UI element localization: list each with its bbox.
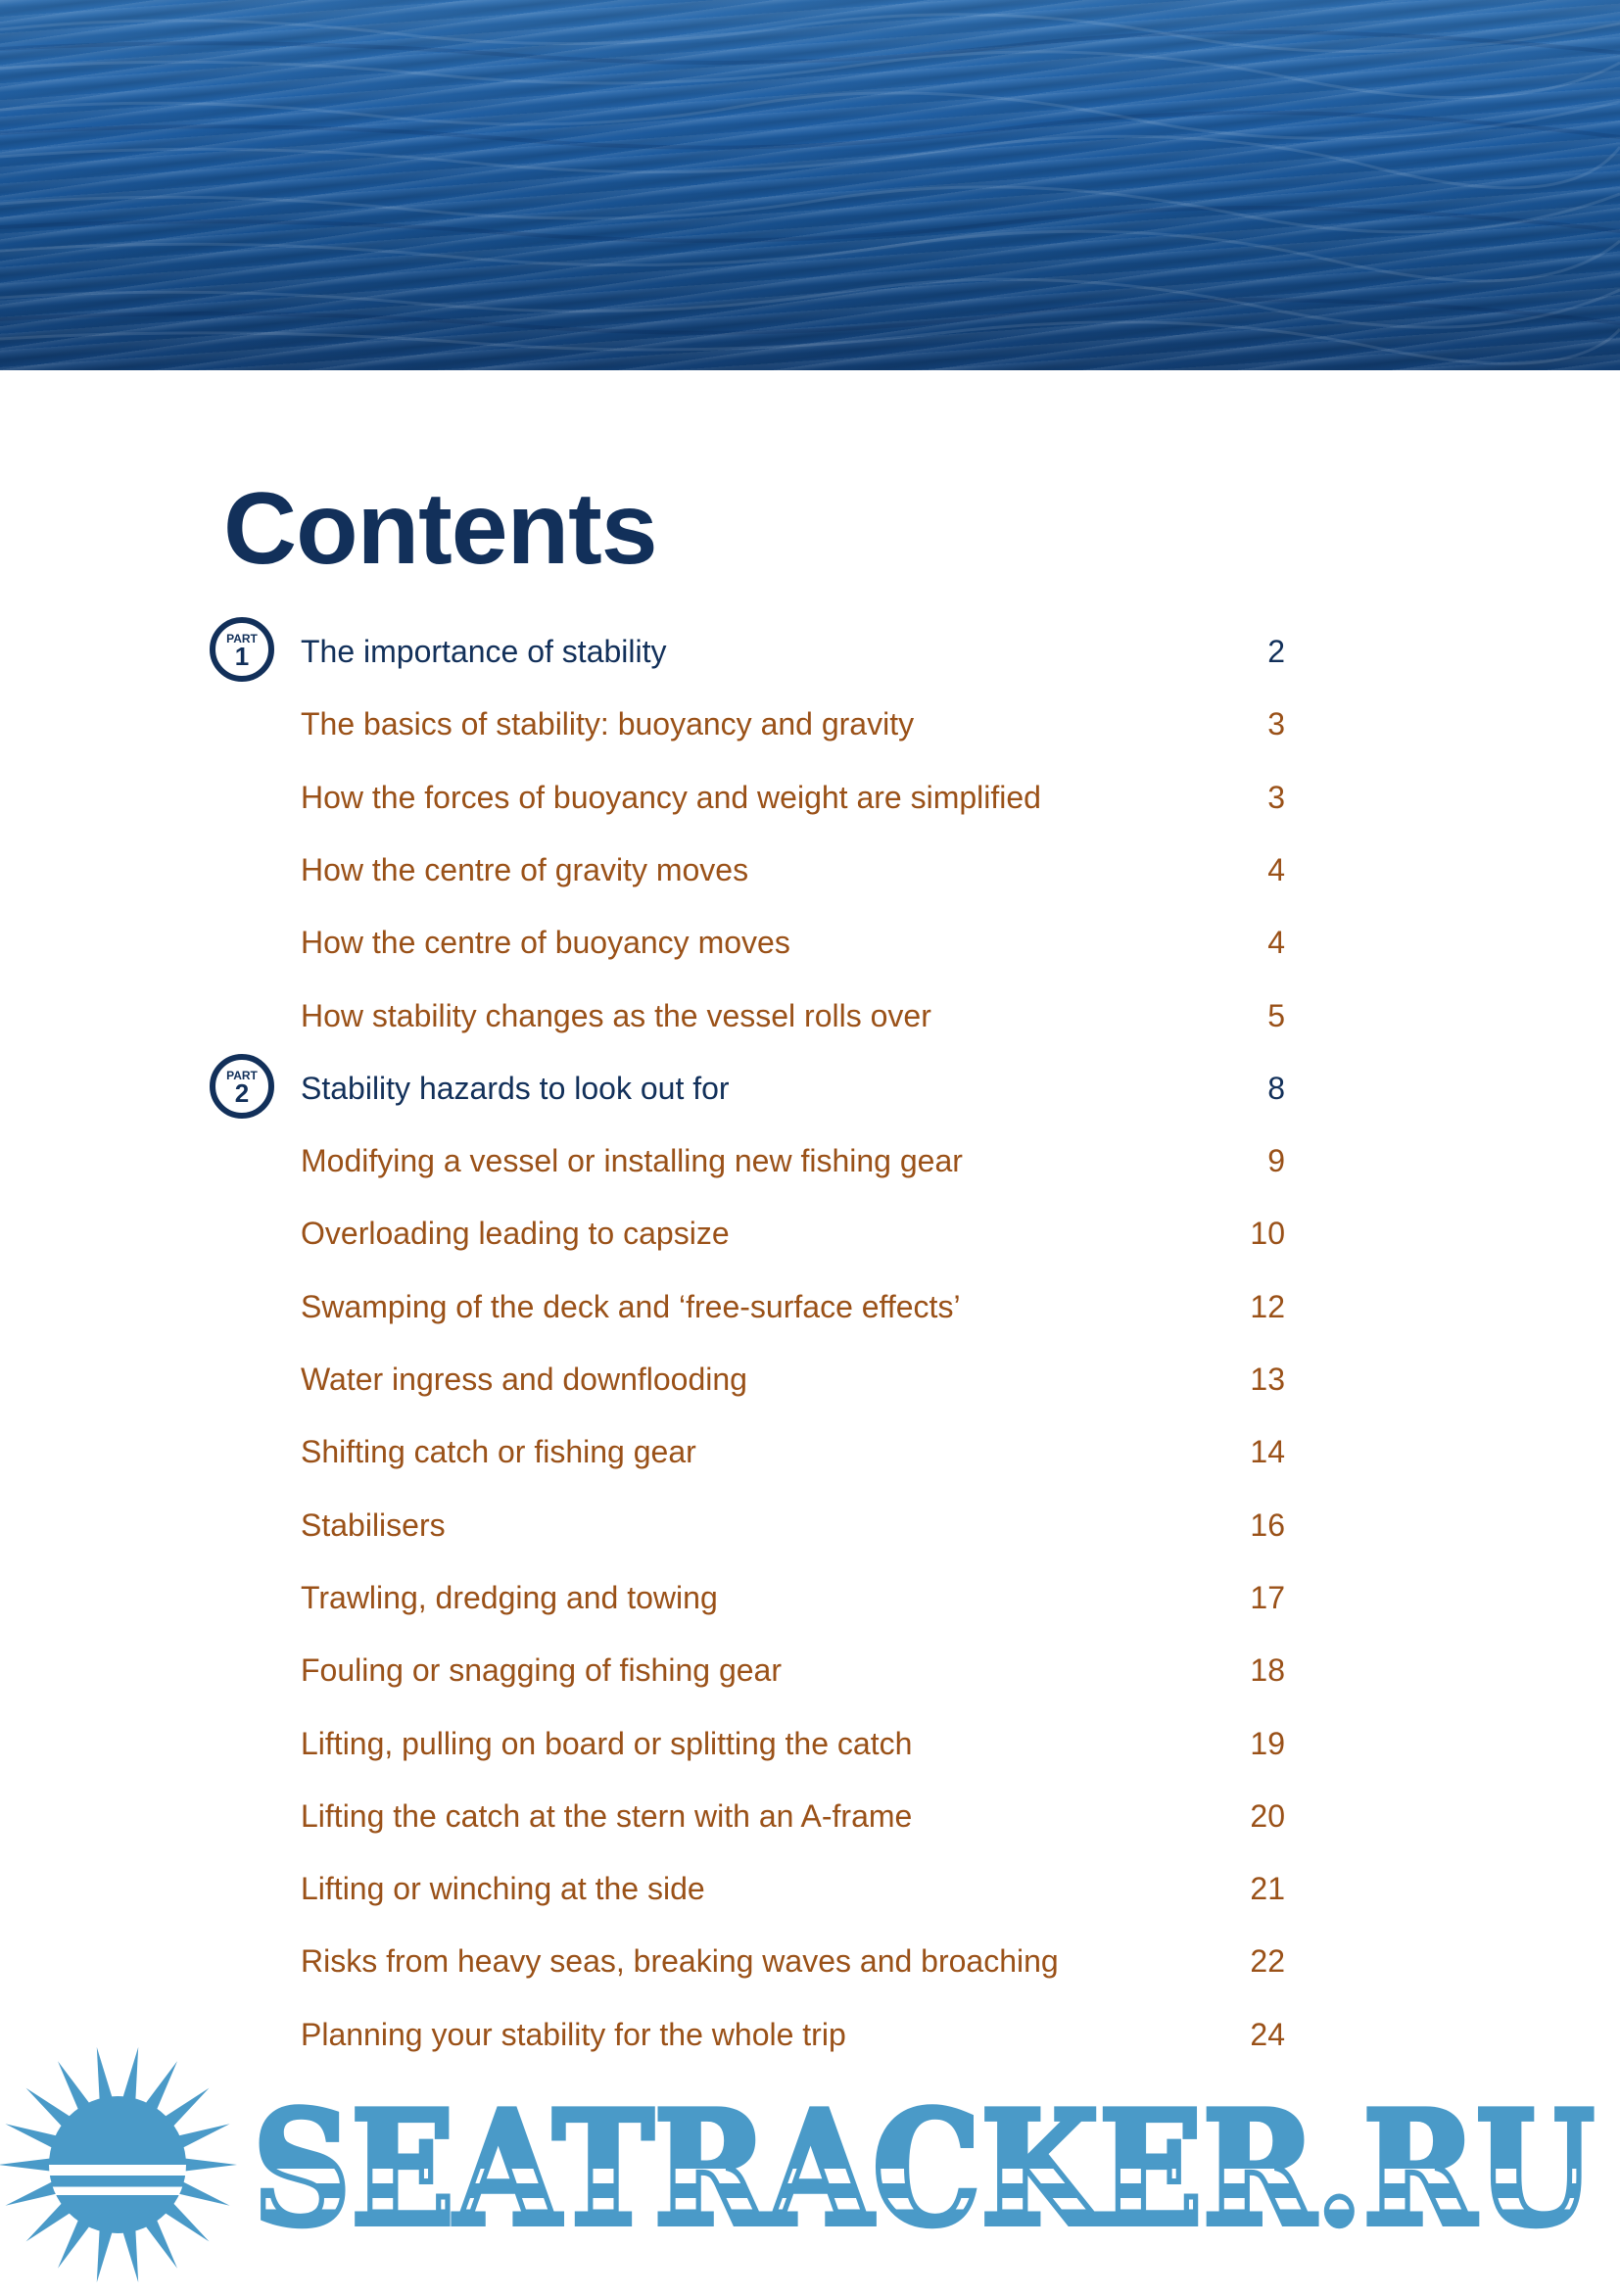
toc-row <box>0 1792 1620 1841</box>
toc-entry-title: How the centre of gravity moves <box>301 852 749 887</box>
toc-entry-title: Overloading leading to capsize <box>301 1216 730 1251</box>
toc-entry-page: 19 <box>1250 1726 1285 1761</box>
toc-entry-page: 16 <box>1250 1507 1285 1543</box>
toc-row <box>0 1573 1620 1622</box>
toc-row <box>0 1427 1620 1476</box>
toc-row <box>0 1355 1620 1404</box>
sea-banner-image <box>0 0 1620 370</box>
toc-entry-title: Stabilisers <box>301 1507 446 1543</box>
toc-entry-title: Water ingress and downflooding <box>301 1362 747 1397</box>
toc-entry-page: 22 <box>1250 1943 1285 1979</box>
toc-row <box>0 1937 1620 1985</box>
toc-entry-page: 14 <box>1250 1434 1285 1469</box>
toc-entry-page: 5 <box>1267 998 1285 1033</box>
toc-entry-title: How stability changes as the vessel rolls over <box>301 998 931 1033</box>
page-title: Contents <box>223 472 657 586</box>
toc-entry-title: The importance of stability <box>301 634 667 669</box>
part-badge <box>210 617 274 682</box>
part-badge-number: 2 <box>234 1078 250 1108</box>
seatracker-watermark <box>0 2037 1620 2291</box>
toc-row <box>0 1282 1620 1331</box>
toc-part-row <box>0 1064 1620 1113</box>
toc-row <box>0 773 1620 822</box>
toc-entry-title: How the centre of buoyancy moves <box>301 925 790 960</box>
toc-entry-page: 8 <box>1267 1071 1285 1106</box>
toc-entry-page: 2 <box>1267 634 1285 669</box>
toc-row <box>0 1209 1620 1258</box>
toc-entry-page: 18 <box>1250 1652 1285 1688</box>
toc-row <box>0 699 1620 748</box>
wave-texture <box>0 0 1620 370</box>
toc-entry-title: Risks from heavy seas, breaking waves and broaching <box>301 1943 1059 1979</box>
toc-entry-title: How the forces of buoyancy and weight are simplified <box>301 780 1041 815</box>
toc-entry-page: 3 <box>1267 706 1285 741</box>
toc-entry-title: Lifting the catch at the stern with an A-frame <box>301 1798 913 1834</box>
toc-entry-page: 21 <box>1250 1871 1285 1906</box>
toc-entry-title: Stability hazards to look out for <box>301 1071 730 1106</box>
toc-entry-page: 4 <box>1267 852 1285 887</box>
part-badge-word: PART <box>226 632 258 646</box>
toc-row <box>0 1136 1620 1185</box>
toc-entry-page: 9 <box>1267 1143 1285 1178</box>
watermark-text: SEATRACKER.RU <box>253 2077 1595 2261</box>
toc-row <box>0 991 1620 1040</box>
toc-part-row <box>0 627 1620 676</box>
toc-row <box>0 1719 1620 1768</box>
watermark-svg <box>0 2037 1620 2291</box>
sun-ray <box>178 2158 237 2173</box>
toc-entry-page: 24 <box>1250 2017 1285 2052</box>
sun-ray <box>0 2158 57 2173</box>
toc-entry-page: 13 <box>1250 1362 1285 1397</box>
toc-row <box>0 845 1620 894</box>
toc-entry-page: 4 <box>1267 925 1285 960</box>
toc-entry-title: Planning your stability for the whole trip <box>301 2017 846 2052</box>
toc-entry-page: 3 <box>1267 780 1285 815</box>
sun-icon <box>0 2047 237 2282</box>
toc-entry-title: Trawling, dredging and towing <box>301 1580 718 1615</box>
toc-entry-page: 12 <box>1250 1289 1285 1324</box>
toc-entry-title: Lifting, pulling on board or splitting the catch <box>301 1726 913 1761</box>
part-badge-number: 1 <box>234 642 250 671</box>
toc-entry-page: 10 <box>1250 1216 1285 1251</box>
toc-entry-title: Fouling or snagging of fishing gear <box>301 1652 782 1688</box>
toc-entry-title: Lifting or winching at the side <box>301 1871 705 1906</box>
toc-row <box>0 1646 1620 1695</box>
toc-entry-title: Swamping of the deck and ‘free-surface effects’ <box>301 1289 961 1324</box>
part-badge-word: PART <box>226 1069 258 1082</box>
toc-entry-title: The basics of stability: buoyancy and gravity <box>301 706 915 741</box>
toc-entry-title: Shifting catch or fishing gear <box>301 1434 696 1469</box>
toc-row <box>0 918 1620 967</box>
toc-entry-title: Modifying a vessel or installing new fishing gear <box>301 1143 963 1178</box>
toc-row <box>0 1501 1620 1550</box>
toc-entry-page: 20 <box>1250 1798 1285 1834</box>
toc-row <box>0 1864 1620 1913</box>
toc-entry-page: 17 <box>1250 1580 1285 1615</box>
part-badge <box>210 1054 274 1119</box>
